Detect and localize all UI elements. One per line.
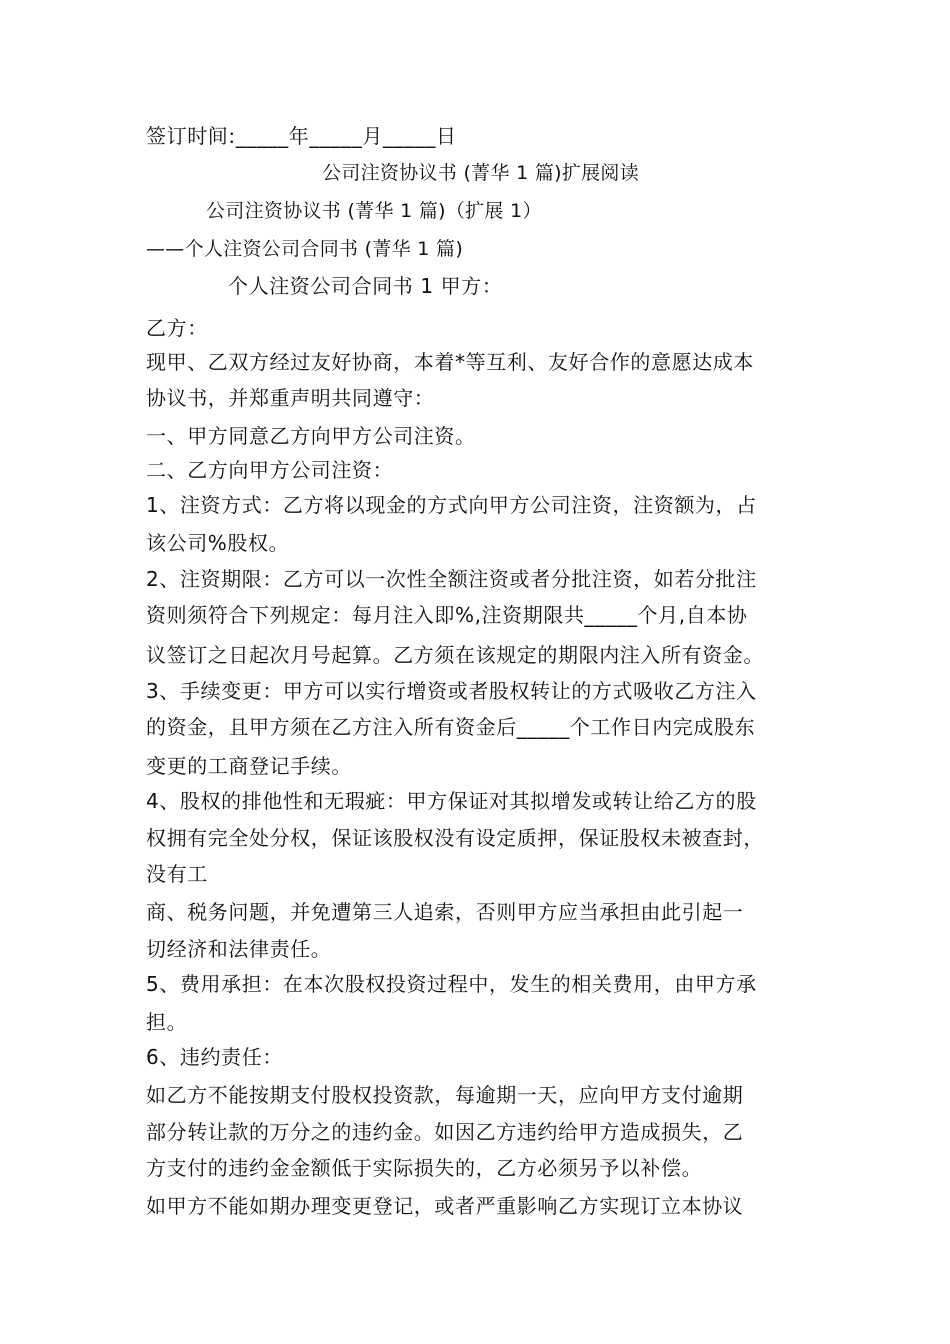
paragraph-line: 如乙方不能按期支付股权投资款，每逾期一天，应向甲方支付逾期: [146, 1083, 744, 1107]
paragraph-line: 2、注资期限：乙方可以一次性全额注资或者分批注资，如若分批注: [146, 567, 757, 591]
paragraph-line: 方支付的违约金金额低于实际损失的，乙方必须另予以补偿。: [146, 1156, 703, 1180]
paragraph-line: 1、注资方式：乙方将以现金的方式向甲方公司注资，注资额为，占: [146, 493, 757, 517]
paragraph-line: 权拥有完全处分权，保证该股权没有设定质押，保证股权未被查封，: [146, 826, 764, 850]
signing-date-line: 签订时间:_____年_____月_____日: [146, 124, 457, 148]
paragraph-line: 变更的工商登记手续。: [146, 754, 352, 778]
paragraph-line: 乙方：: [146, 316, 208, 340]
paragraph-line: 现甲、乙双方经过友好协商，本着*等互利、友好合作的意愿达成本: [146, 350, 754, 374]
paragraph-line: 4、股权的排他性和无瑕疵：甲方保证对其拟增发或转让给乙方的股: [146, 789, 757, 813]
paragraph-line: 的资金，且甲方须在乙方注入所有资金后_____个工作日内完成股东: [146, 715, 756, 739]
paragraph-line: 如甲方不能如期办理变更登记，或者严重影响乙方实现订立本协议: [146, 1194, 744, 1218]
paragraph-line: 部分转让款的万分之的违约金。如因乙方违约给甲方造成损失，乙: [146, 1120, 744, 1144]
contract-subtitle: ——个人注资公司合同书 (菁华 1 篇): [146, 238, 464, 260]
paragraph-line: 资则须符合下列规定：每月注入即%,注资期限共_____个月,自本协: [146, 603, 748, 627]
paragraph-line: 担。: [146, 1010, 188, 1034]
paragraph-line: 议签订之日起次月号起算。乙方须在该规定的期限内注入所有资金。: [146, 643, 764, 667]
paragraph-line: 该公司%股权。: [146, 531, 290, 555]
paragraph-line: 二、乙方向甲方公司注资：: [146, 458, 394, 482]
paragraph-line: 切经济和法律责任。: [146, 937, 332, 961]
paragraph-line: 3、手续变更：甲方可以实行增资或者股权转让的方式吸收乙方注入: [146, 679, 757, 703]
contract-heading: 个人注资公司合同书 1 甲方：: [228, 274, 503, 298]
paragraph-line: 协议书，并郑重声明共同遵守：: [146, 386, 435, 410]
paragraph-line: 5、费用承担：在本次股权投资过程中，发生的相关费用，由甲方承: [146, 972, 757, 996]
paragraph-line: 商、税务问题，并免遭第三人追索，否则甲方应当承担由此引起一: [146, 900, 744, 924]
paragraph-line: 一、甲方同意乙方向甲方公司注资。: [146, 424, 476, 448]
paragraph-line: 没有工: [146, 862, 208, 886]
extension-subtitle: 公司注资协议书 (菁华 1 篇)（扩展 1）: [206, 200, 542, 222]
extended-reading-title: 公司注资协议书 (菁华 1 篇)扩展阅读: [322, 162, 640, 184]
paragraph-line: 6、违约责任：: [146, 1045, 283, 1069]
